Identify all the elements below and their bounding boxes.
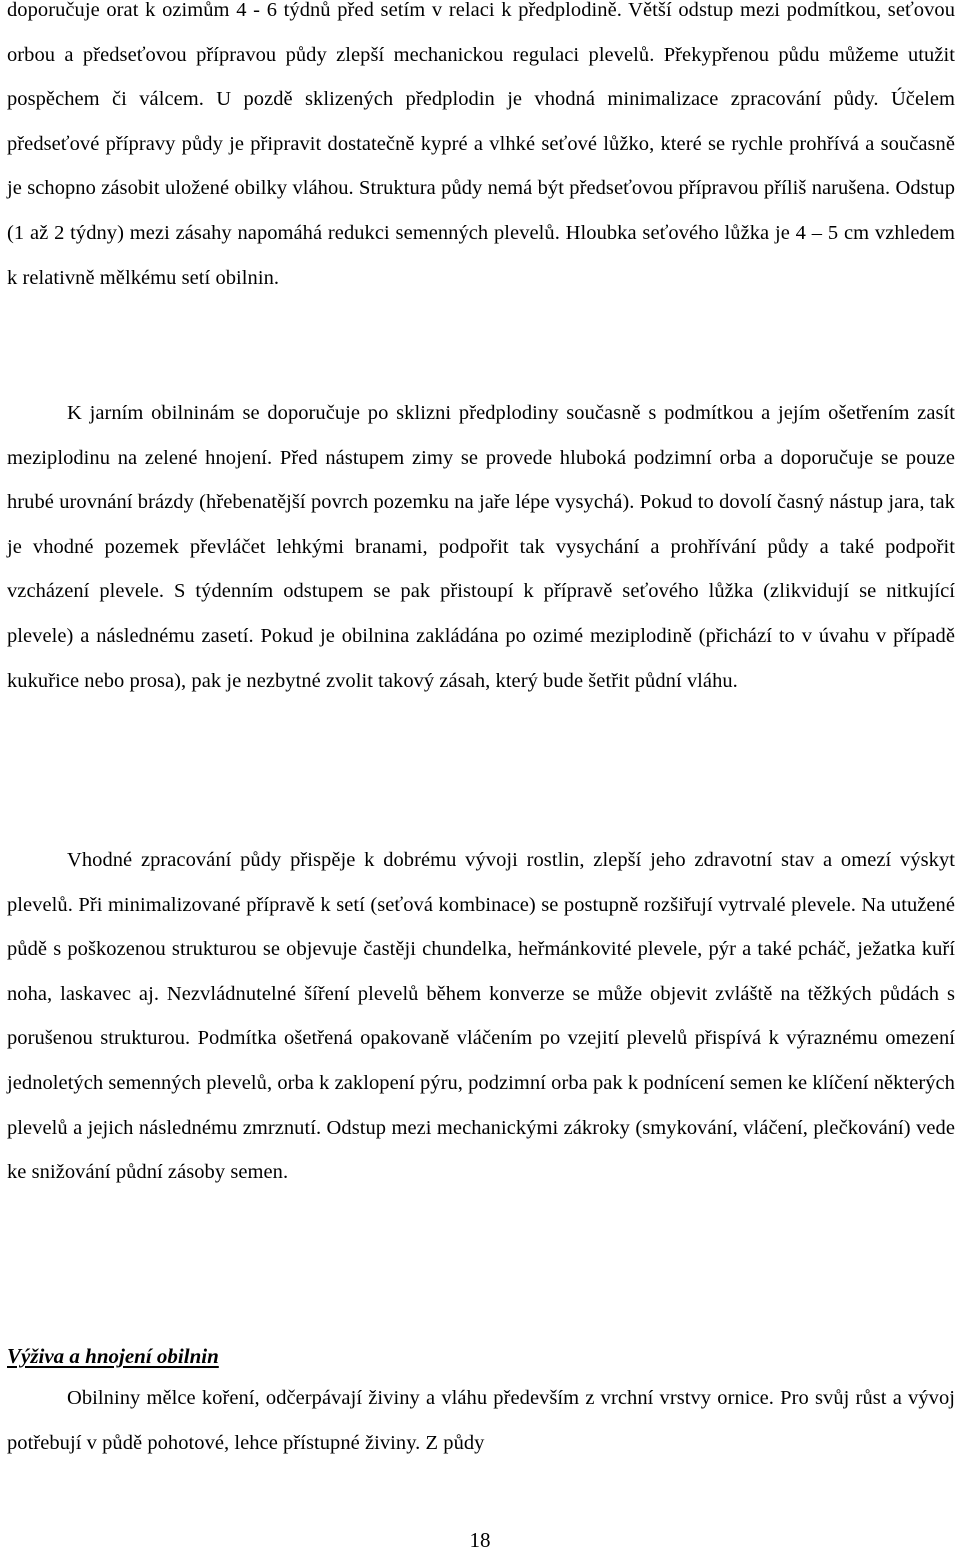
section-heading: Výživa a hnojení obilnin	[7, 1344, 219, 1368]
body-paragraph-tillage-autumn: doporučuje orat k ozimům 4 - 6 týdnů před setím v relaci k předplodině. Větší odstup mezi podmítkou, seťovou orbou a předseťovou přípravou půdy zlepší mechanickou regulaci plevelů. Překypřenou půdu můžeme utužit pospěchem či válcem. U pozdě sklizených předplodin je vhodná minimalizace zpracování půdy. Účelem předseťové přípravy půdy je připravit dostatečně kypré a vlhké seťové lůžko, které se rychle prohřívá a současně je schopno zásobit uložené obilky vláhou. Struktura půdy nemá být předseťovou přípravou příliš narušena. Odstup (1 až 2 týdny) mezi zásahy napomáhá redukci semenných plevelů. Hloubka seťového lůžka je 4 – 5 cm vzhledem k relativně mělkému setí obilnin.	[7, 0, 955, 289]
page-number: 18	[469, 1528, 491, 1552]
body-paragraph-weed-control: Vhodné zpracování půdy přispěje k dobrému vývoji rostlin, zlepší jeho zdravotní stav a omezí výskyt plevelů. Při minimalizované přípravě k setí (seťová kombinace) se postupně rozšiřují vytrvalé plevele. Na utužené půdě s poškozenou strukturou se objevuje častěji chundelka, heřmánkovité plevele, pýr a také pcháč, ježatka kuří noha, laskavec aj. Nezvládnutelné šíření plevelů během konverze se může objevit zvláště na těžkých půdách s porušenou strukturou. Podmítka ošetřená opakovaně vláčením po vzejití plevelů přispívá k výraznému omezení jednoletých semenných plevelů, orba k zaklopení pýru, podzimní orba pak k podnícení semen ke klíčení některých plevelů a jejich následnému zmrznutí. Odstup mezi mechanickými zákroky (smykování, vláčení, plečkování) vede ke snižování půdní zásoby semen.	[7, 849, 955, 1184]
body-paragraph-spring-cereals: K jarním obilninám se doporučuje po sklizni předplodiny současně s podmítkou a jejím ošetřením zasít meziplodinu na zelené hnojení. Před nástupem zimy se provede hluboká podzimní orba a doporučuje se pouze hrubé urovnání brázdy (hřebenatější povrch pozemku na jaře lépe vysychá). Pokud to dovolí časný nástup jara, tak je vhodné pozemek převláčet lehkými branami, podpořit tak vysychání a prohřívání půdy a také podpořit vzcházení plevele. S týdenním odstupem se pak přistoupí k přípravě seťového lůžka (zlikvidují se nitkující plevele) a následnému zasetí. Pokud je obilnina zakládána po ozimé meziplodině (přichází to v úvahu v případě kukuřice nebo prosa), pak je nezbytné zvolit takový zásah, který bude šetřit půdní vláhu.	[7, 402, 955, 692]
body-paragraph-nutrition: Obilniny mělce koření, odčerpávají živiny a vláhu především z vrchní vrstvy ornice. Pro svůj růst a vývoj potřebují v půdě pohotové, lehce přístupné živiny. Z půdy	[7, 1387, 955, 1454]
